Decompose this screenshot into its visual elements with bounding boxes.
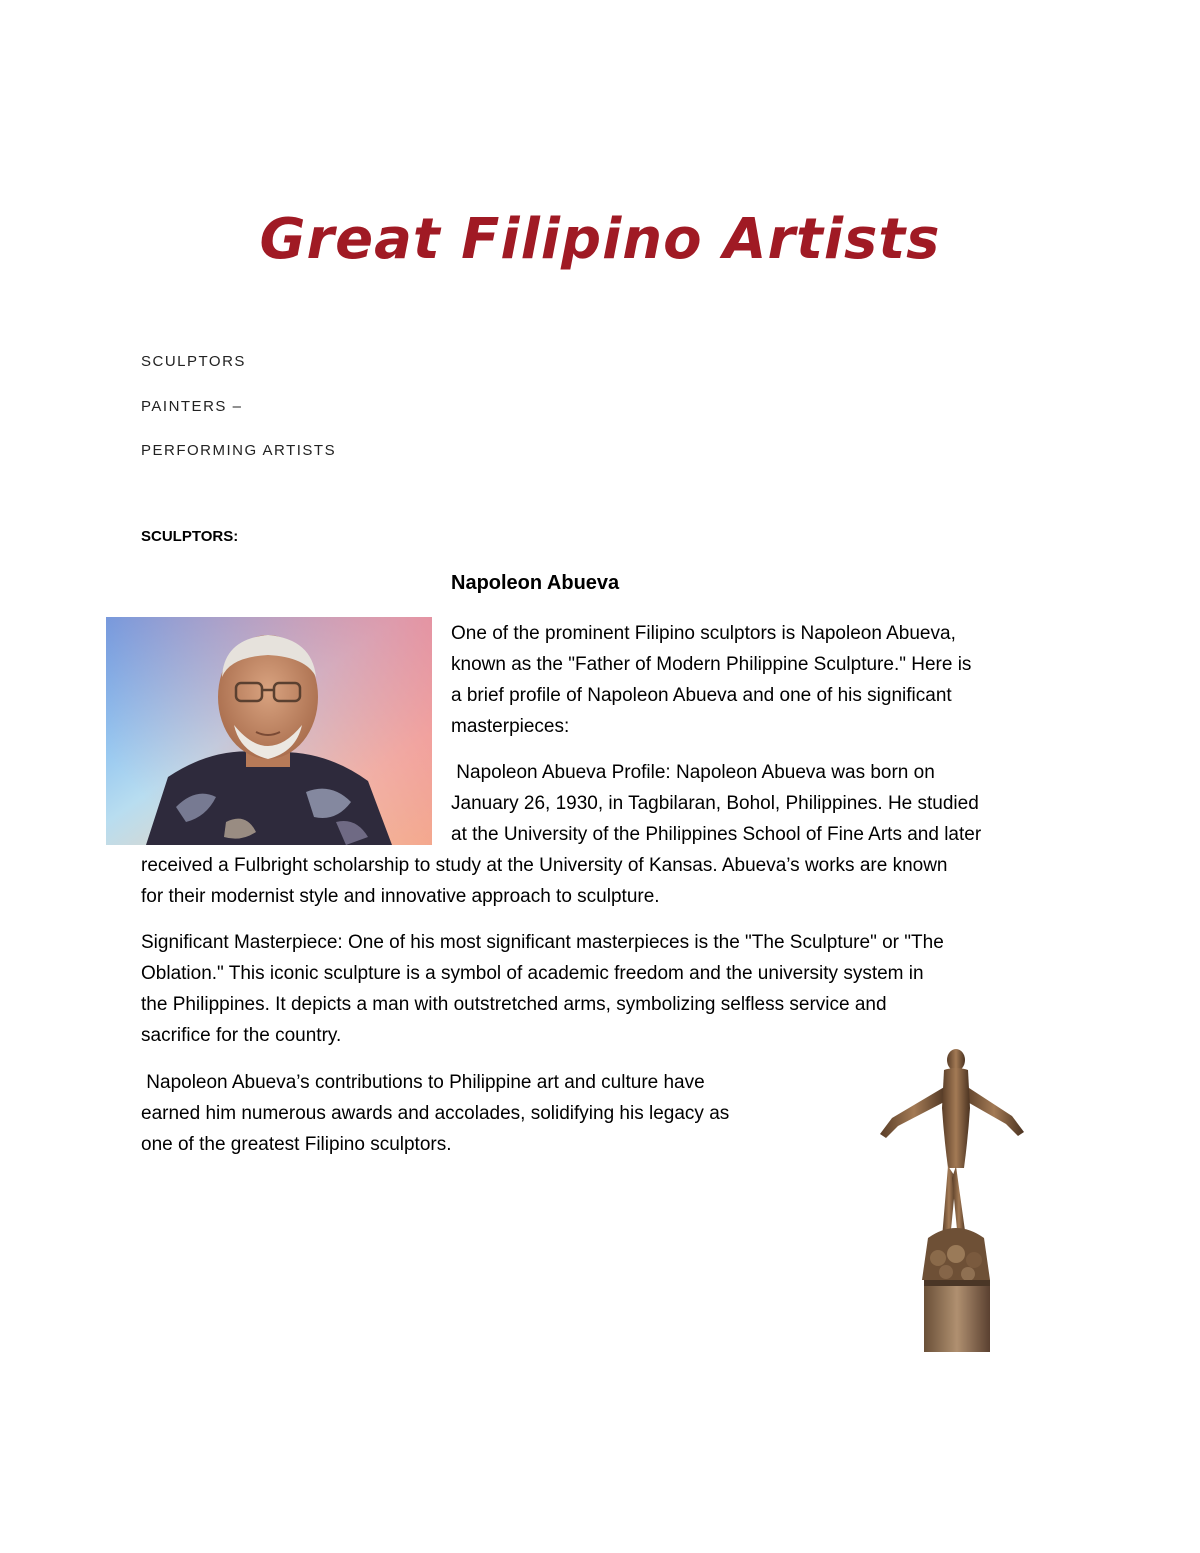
closing-line: one of the greatest Filipino sculptors. [141,1134,452,1155]
masterpiece-line: the Philippines. It depicts a man with outstretched arms, symbolizing selfless service and [141,994,887,1015]
profile-line: Napoleon Abueva Profile: Napoleon Abueva was born on [451,762,935,783]
toc-item-sculptors: SCULPTORS [141,353,246,370]
toc-item-performing-artists: PERFORMING ARTISTS [141,442,337,459]
profile-paragraph [141,757,1081,912]
section-heading-sculptors: SCULPTORS: [141,528,239,545]
intro-line: a brief profile of Napoleon Abueva and one of his significant [451,685,952,706]
page-title: Great Filipino Artists [259,206,941,272]
intro-line: masterpieces: [451,716,570,737]
artist-name: Napoleon Abueva [451,572,620,594]
closing-line: earned him numerous awards and accolades, solidifying his legacy as [141,1103,730,1124]
intro-paragraph [451,618,1091,742]
profile-line: at the University of the Philippines School of Fine Arts and later [451,824,982,845]
closing-paragraph [141,1067,821,1160]
oblation-sculpture-image [872,1048,1032,1354]
profile-line: January 26, 1930, in Tagbilaran, Bohol, Philippines. He studied [451,793,979,814]
profile-line: for their modernist style and innovative approach to sculpture. [141,886,660,907]
masterpiece-paragraph [141,927,1081,1051]
intro-line: One of the prominent Filipino sculptors is Napoleon Abueva, [451,623,956,644]
intro-line: known as the "Father of Modern Philippine Sculpture." Here is [451,654,972,675]
masterpiece-line: Significant Masterpiece: One of his most significant masterpieces is the "The Sculpture" or "The [141,932,944,953]
masterpiece-line: Oblation." This iconic sculpture is a symbol of academic freedom and the university system in [141,963,924,984]
closing-line: Napoleon Abueva’s contributions to Philippine art and culture have [141,1072,705,1093]
toc-item-painters: PAINTERS – [141,398,243,415]
masterpiece-line: sacrifice for the country. [141,1025,342,1046]
profile-line: received a Fulbright scholarship to study at the University of Kansas. Abueva’s works are known [141,855,948,876]
